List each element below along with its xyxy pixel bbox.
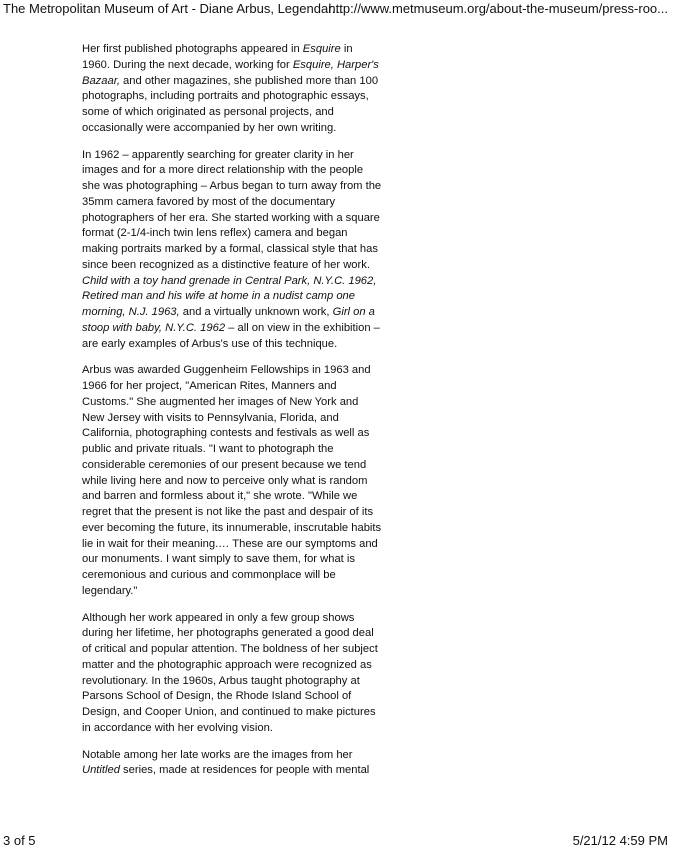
text-run: Although her work appeared in only a few group shows during her lifetime, her photographs generated a good deal of critical and popular attention. The boldness of her subject matter and the photographic approach were recognized as revolutionary. In the 1960s, Arbus taught photography at Parsons School of Design, the Rhode Island School of Design, and Cooper Union, and continued to make pictures in accordance with her evolving vision. bbox=[82, 611, 378, 734]
paragraph-1 bbox=[82, 42, 382, 137]
print-footer bbox=[0, 833, 675, 850]
italic-text-run: Untitled bbox=[82, 764, 120, 777]
text-run: and other magazines, she published more than 100 photographs, including portraits and photographic essays, some of which originated as personal projects, and occasionally were accompanied by her own writing. bbox=[82, 74, 379, 134]
page-url: http://www.metmuseum.org/about-the-museum/press-roo... bbox=[328, 1, 668, 16]
text-run: series, made at residences for people with mental bbox=[119, 764, 370, 777]
article-body bbox=[82, 42, 382, 790]
text-run: In 1962 – apparently searching for greater clarity in her images and for a more direct relationship with the people she was photographing – Arbus began to turn away from the 35mm camera favored by most of the documentary photographers of her era. She started working with a square format (2-1/4-inch twin lens reflex) camera and began making portraits marked by a formal, classical style that has since been recognized as a distinctive feature of her work. bbox=[82, 148, 382, 271]
italic-text-run: Esquire, Harper's Bazaar, bbox=[82, 58, 379, 87]
paragraph-2 bbox=[82, 148, 382, 353]
print-datetime: 5/21/12 4:59 PM bbox=[572, 833, 668, 848]
paragraph-4 bbox=[82, 611, 382, 737]
text-run: Her first published photographs appeared in bbox=[82, 43, 303, 55]
text-run: Notable among her late works are the images from her bbox=[82, 748, 353, 761]
page-number: 3 of 5 bbox=[3, 833, 36, 848]
print-header bbox=[0, 0, 675, 18]
text-run: and a virtually unknown work, bbox=[179, 306, 333, 318]
page-title: The Metropolitan Museum of Art - Diane Arbus, Legendar... bbox=[3, 1, 343, 16]
text-run: Arbus was awarded Guggenheim Fellowships in 1963 and 1966 for her project, "American Rites, Manners and Customs." She augmented her images of New York and New Jersey with visits to Pennsylvania, Florida, and California, photographing contests and festivals as well as public and private rituals. "I want to photograph the considerable ceremonies of our present because we tend while living here and now to perceive only what is random and barren and formless about it," she wrote. "While we regret that the present is not like the past and despair of its ever becoming the future, its innumerable, inscrutable habits lie in wait for their meaning.… These are our symptoms and our monuments. I want simply to save them, for what is ceremonious and curious and commonplace will be legendary." bbox=[82, 364, 382, 597]
text-run: – all on view in the exhibition – are early examples of Arbus's use of this technique. bbox=[82, 321, 380, 350]
italic-text-run: Esquire bbox=[302, 43, 341, 55]
italic-text-run: Girl on a stoop with baby, N.Y.C. 1962 bbox=[82, 306, 375, 334]
paragraph-3 bbox=[82, 363, 382, 599]
paragraph-5 bbox=[82, 748, 382, 780]
text-run: in 1960. During the next decade, working for bbox=[82, 43, 353, 71]
italic-text-run: Child with a toy hand grenade in Central Park, N.Y.C. 1962, Retired man and his wife at home in a nudist camp one morning, N.J. 1963, bbox=[82, 274, 377, 318]
